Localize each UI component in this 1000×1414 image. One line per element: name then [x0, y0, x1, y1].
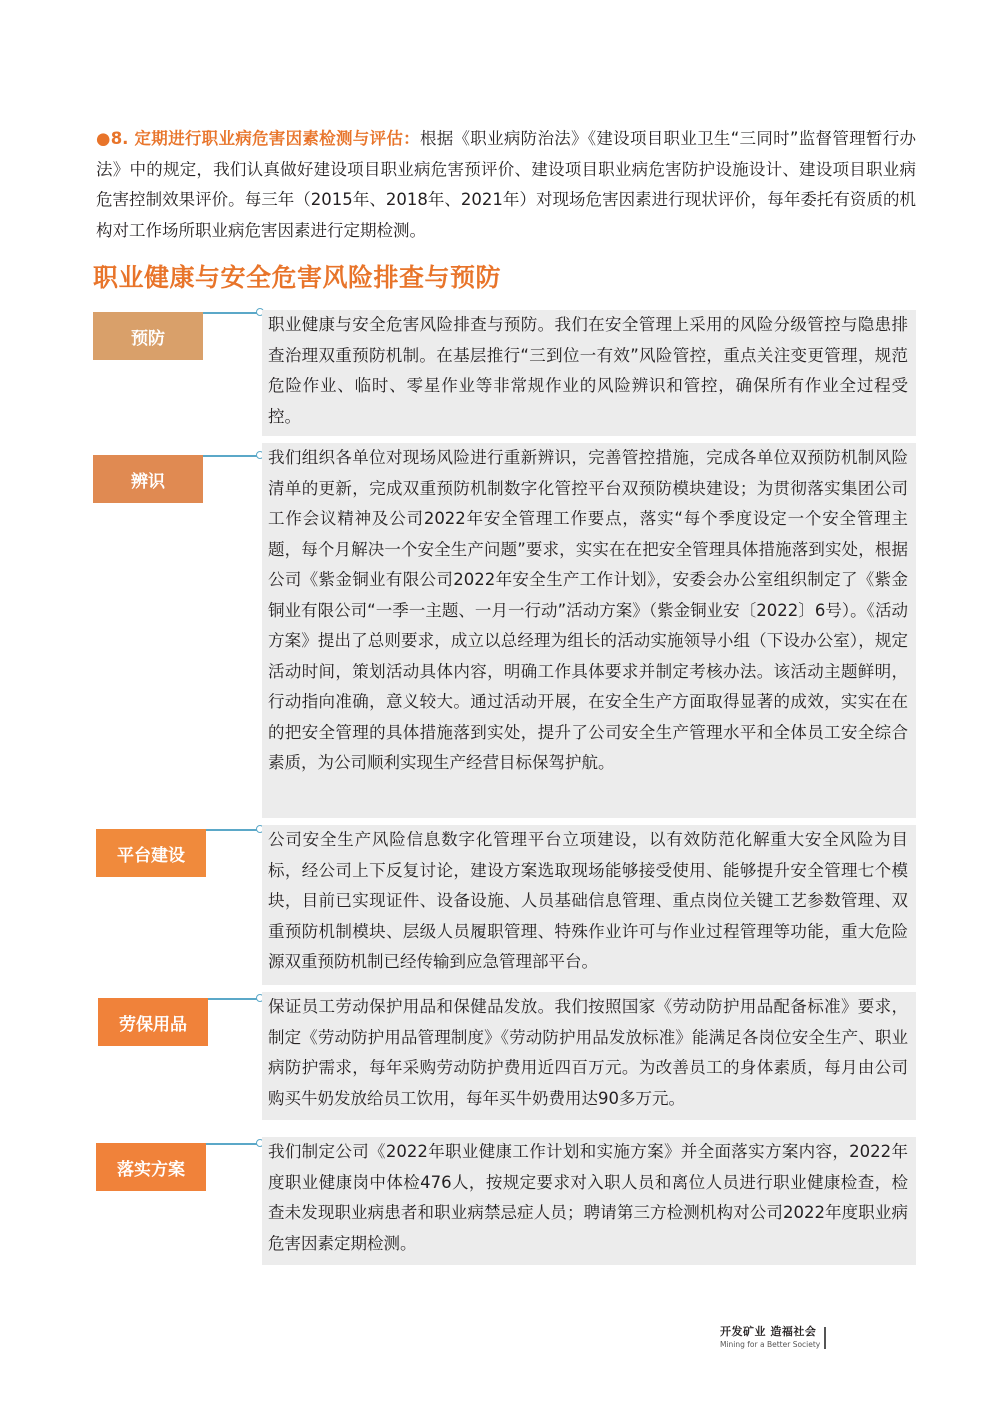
connector-line	[203, 312, 259, 314]
block-label: 预防	[93, 312, 203, 360]
block-text-box: 我们制定公司《2022年职业健康工作计划和实施方案》并全面落实方案内容，2022年度职业健康岗中体检476人，按规定要求对入职人员和离位人员进行职业健康检查，检查未发现职业病患者和职业病禁忌症人员；聘请第三方检测机构对公司2022年度职业病危害因素定期检测。	[262, 1137, 916, 1265]
block-label: 平台建设	[96, 829, 206, 877]
block-text-box: 职业健康与安全危害风险排查与预防。我们在安全管理上采用的风险分级管控与隐患排查治理双重预防机制。在基层推行“三到位一有效”风险管控，重点关注变更管理，规范危险作业、临时、零星作业等非常规作业的风险辨识和管控，确保所有作业全过程受控。	[262, 310, 916, 436]
footer-slogan-cn: 开发矿业 造福社会	[720, 1325, 817, 1338]
footer-slogan	[720, 1325, 820, 1351]
connector-line	[203, 455, 259, 457]
block-text-box: 公司安全生产风险信息数字化管理平台立项建设，以有效防范化解重大安全风险为目标，经公司上下反复讨论，建设方案选取现场能够接受使用、能够提升安全管理七个模块，目前已实现证件、设备设施、人员基础信息管理、重点岗位关键工艺参数管理、双重预防机制模块、层级人员履职管理、特殊作业许可与作业过程管理等功能，重大危险源双重预防机制已经传输到应急管理部平台。	[262, 825, 916, 985]
connector-line	[206, 829, 259, 831]
intro-text: 根据《职业病防治法》《建设项目职业卫生“三同时”监督管理暂行办法》中的规定，我们认真做好建设项目职业病危害预评价、建设项目职业病危害防护设施设计、建设项目职业病危害控制效果评价。每三年（2015年、2018年、2021年）对现场危害因素进行现状评价，每年委托有资质的机构对工作场所职业病危害因素进行定期检测。	[96, 129, 916, 240]
bullet-dot-icon: ●	[96, 129, 111, 148]
section-title: 职业健康与安全危害风险排查与预防	[93, 263, 502, 292]
footer-slogan-en: Mining for a Better Society	[720, 1340, 821, 1349]
connector-line	[206, 1143, 259, 1145]
intro-paragraph	[96, 124, 916, 246]
block-text-box: 保证员工劳动保护用品和保健品发放。我们按照国家《劳动防护用品配备标准》要求，制定《劳动防护用品管理制度》《劳动防护用品发放标准》能满足各岗位安全生产、职业病防护需求，每年采购劳动防护费用近四百万元。为改善员工的身体素质，每月由公司购买牛奶发放给员工饮用，每年买牛奶费用达90多万元。	[262, 992, 916, 1120]
connector-line	[208, 998, 259, 1000]
block-text-box: 我们组织各单位对现场风险进行重新辨识，完善管控措施，完成各单位双预防机制风险清单的更新，完成双重预防机制数字化管控平台双预防模块建设；为贯彻落实集团公司工作会议精神及公司2022年安全管理工作要点，落实“每个季度设定一个安全管理主题，每个月解决一个安全生产问题”要求，实实在在把安全管理具体措施落到实处，根据公司《紫金铜业有限公司2022年安全生产工作计划》，安委会办公室组织制定了《紫金铜业有限公司“一季一主题、一月一行动”活动方案》（紫金铜业安〔2022〕6号）。《活动方案》提出了总则要求，成立以总经理为组长的活动实施领导小组（下设办公室），规定活动时间，策划活动具体内容，明确工作具体要求并制定考核办法。该活动主题鲜明，行动指向准确，意义较大。通过活动开展，在安全生产方面取得显著的成效，实实在在的把安全管理的具体措施落到实处，提升了公司安全生产管理水平和全体员工安全综合素质，为公司顺利实现生产经营目标保驾护航。	[262, 443, 916, 818]
footer-divider	[824, 1327, 826, 1349]
block-label: 劳保用品	[98, 998, 208, 1046]
block-label: 落实方案	[96, 1143, 206, 1191]
intro-lead: 8. 定期进行职业病危害因素检测与评估：	[110, 129, 420, 148]
block-label: 辨识	[93, 455, 203, 503]
